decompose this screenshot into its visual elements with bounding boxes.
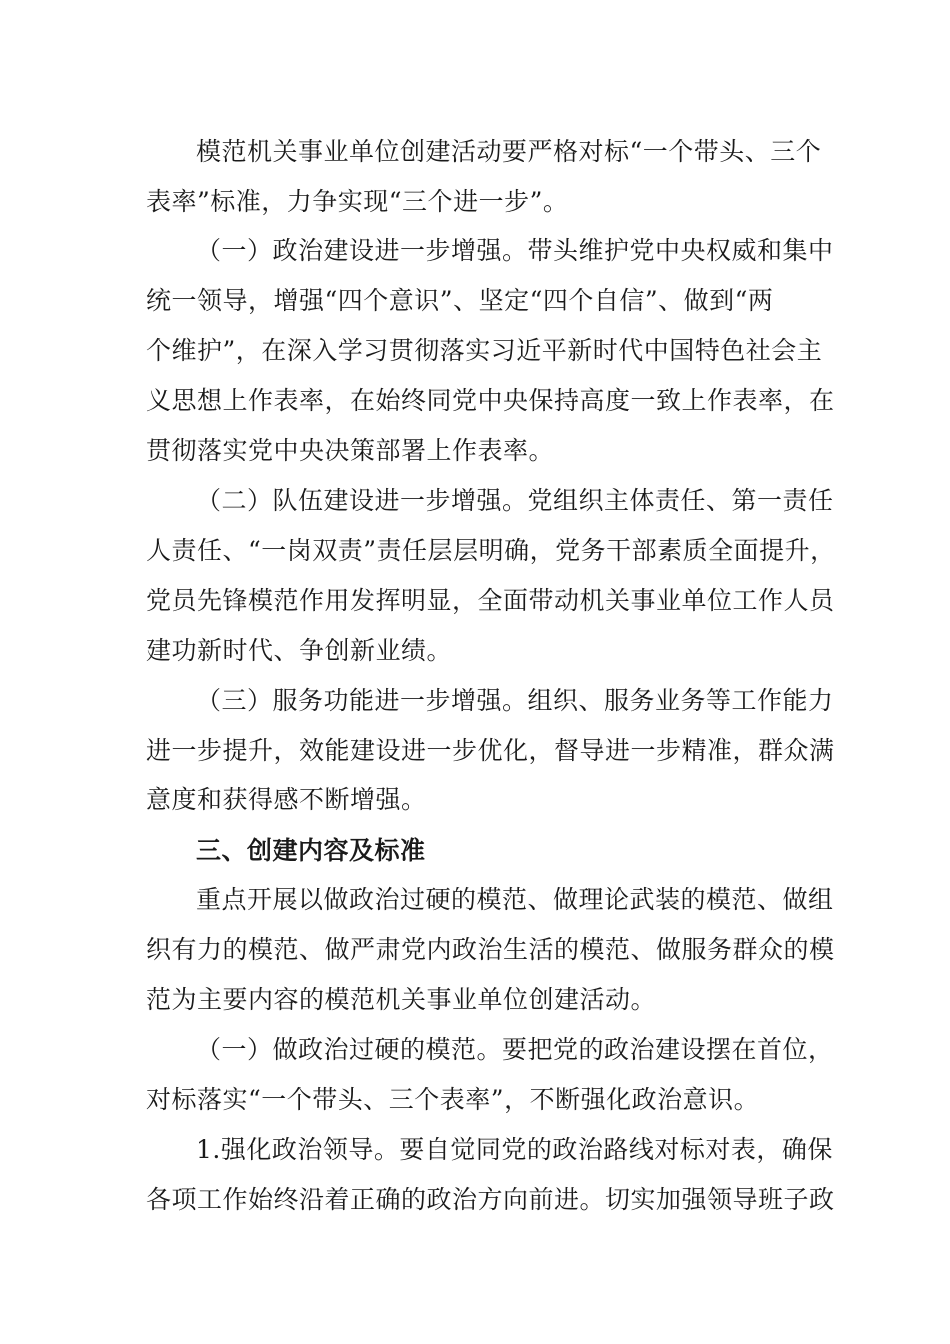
text-line: 范为主要内容的模范机关事业单位创建活动。 (146, 985, 657, 1014)
text-line: 义思想上作表率，在始终同党中央保持高度一致上作表率，在 (146, 386, 835, 415)
section-heading: 三、创建内容及标准 (196, 836, 426, 865)
text-line: （一）做政治过硬的模范。要把党的政治建设摆在首位， (196, 1035, 834, 1064)
text-line: 重点开展以做政治过硬的模范、做理论武装的模范、做组 (196, 885, 834, 914)
text-line: （二）队伍建设进一步增强。党组织主体责任、第一责任 (196, 486, 834, 515)
text-line: 意度和获得感不断增强。 (146, 785, 427, 814)
text-line: 1.强化政治领导。要自觉同党的政治路线对标对表，确保 (196, 1135, 833, 1164)
text-line: 贯彻落实党中央决策部署上作表率。 (146, 436, 555, 465)
text-line: 人责任、“一岗双责”责任层层明确，党务干部素质全面提升， (146, 536, 836, 565)
text-line: （三）服务功能进一步增强。组织、服务业务等工作能力 (196, 686, 834, 715)
text-line: （一）政治建设进一步增强。带头维护党中央权威和集中 (196, 236, 834, 265)
text-line: 统一领导，增强“四个意识”、坚定“四个自信”、做到“两 (146, 286, 774, 315)
text-line: 建功新时代、争创新业绩。 (146, 636, 453, 665)
text-line: 党员先锋模范作用发挥明显，全面带动机关事业单位工作人员 (146, 586, 835, 615)
text-line: 个维护”，在深入学习贯彻落实习近平新时代中国特色社会主 (146, 336, 823, 365)
text-line: 模范机关事业单位创建活动要严格对标“一个带头、三个 (196, 137, 822, 166)
text-line: 表率”标准，力争实现“三个进一步”。 (146, 187, 569, 216)
text-line: 各项工作始终沿着正确的政治方向前进。切实加强领导班子政 (146, 1185, 835, 1214)
text-line: 对标落实“一个带头、三个表率”，不断强化政治意识。 (146, 1085, 760, 1114)
text-line: 织有力的模范、做严肃党内政治生活的模范、做服务群众的模 (146, 935, 835, 964)
text-line: 进一步提升，效能建设进一步优化，督导进一步精准，群众满 (146, 736, 835, 765)
